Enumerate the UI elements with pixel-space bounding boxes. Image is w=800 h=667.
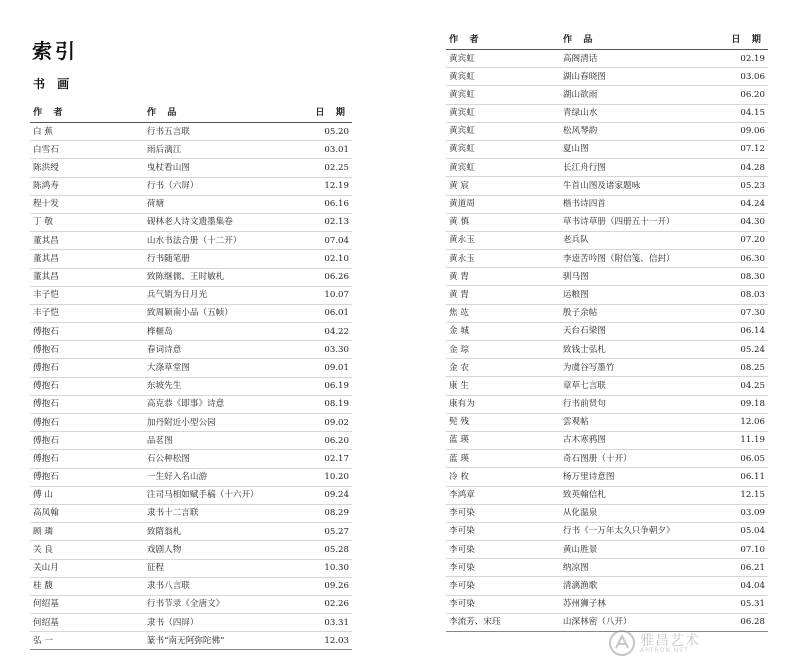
row-work: 桦榧岛: [146, 326, 173, 337]
row-work: 夏山图: [562, 144, 589, 155]
row-date: 06.20: [740, 89, 765, 100]
row-work: 湖山春晓图: [562, 71, 606, 82]
left-index-table: [30, 123, 352, 650]
table-row: [30, 305, 352, 323]
row-date: 10.07: [324, 290, 349, 301]
row-date: 05.31: [740, 599, 765, 610]
table-row: [446, 596, 768, 614]
row-work: 石公种松图: [146, 453, 190, 464]
row-work: 高克恭《即事》诗意: [146, 399, 225, 410]
row-work: 致周颖南小品（五帧）: [146, 308, 233, 319]
row-work: 行书五言联: [146, 126, 190, 137]
row-author: 傅 山: [33, 490, 53, 501]
row-author: 蓝 瑛: [449, 453, 469, 464]
row-work: 一生好入名山游: [146, 472, 208, 483]
table-row: [30, 560, 352, 578]
row-date: 09.06: [740, 126, 765, 137]
row-date: 05.28: [324, 544, 349, 555]
row-work: 殷子余帖: [562, 308, 598, 319]
row-author: 傅抱石: [33, 417, 59, 428]
row-author: 陈鸿寿: [33, 181, 59, 192]
row-author: 髡 残: [449, 417, 469, 428]
row-work: 隶书（四屏）: [146, 617, 199, 628]
table-row: [30, 159, 352, 177]
row-author: 黄 宸: [449, 180, 469, 191]
table-row: [30, 359, 352, 377]
row-date: 07.04: [324, 235, 349, 246]
row-work: 运粮图: [562, 289, 589, 300]
row-work: 松风琴韵: [562, 126, 598, 137]
header-date: 日 期: [731, 33, 765, 45]
row-author: 蓝 瑛: [449, 435, 469, 446]
table-row: [30, 487, 352, 505]
row-work: 致隋翁札: [146, 526, 182, 537]
table-row: [446, 141, 768, 159]
header-work: 作 品: [146, 106, 181, 118]
row-date: 07.12: [740, 144, 765, 155]
table-row: [30, 214, 352, 232]
section-title: 书 画: [33, 77, 74, 91]
right-page: [446, 30, 768, 632]
row-work: 清漓渔歌: [562, 580, 598, 591]
row-author: 傅抱石: [33, 326, 59, 337]
row-date: 06.21: [740, 562, 765, 573]
row-author: 桂 馥: [33, 581, 53, 592]
row-work: 青绿山水: [562, 108, 598, 119]
row-author: 李可染: [449, 599, 475, 610]
row-date: 11.19: [740, 435, 765, 446]
row-author: 焦 竑: [449, 308, 469, 319]
row-work: 行书（六屏）: [146, 181, 199, 192]
right-index-table: [446, 50, 768, 632]
row-author: 董其昌: [33, 253, 59, 264]
row-work: 长江舟行图: [562, 162, 606, 173]
row-author: 傅抱石: [33, 344, 59, 355]
row-date: 04.25: [740, 380, 765, 391]
table-row: [446, 305, 768, 323]
row-author: 黄宾虹: [449, 89, 475, 100]
row-date: 05.27: [324, 526, 349, 537]
row-date: 03.09: [740, 508, 765, 519]
header-date: 日 期: [315, 106, 349, 118]
row-author: 康 生: [449, 380, 469, 391]
table-row: [30, 341, 352, 359]
row-work: 纳凉图: [562, 562, 589, 573]
table-row: [30, 614, 352, 632]
row-work: 湖山欲雨: [562, 89, 598, 100]
left-page: [30, 30, 352, 650]
row-work: 牛首山图及诸家题咏: [562, 180, 641, 191]
row-author: 关山月: [33, 563, 59, 573]
row-date: 05.24: [740, 344, 765, 355]
table-row: [446, 232, 768, 250]
row-author: 黄宾虹: [449, 108, 475, 119]
table-row: [446, 541, 768, 559]
row-work: 老兵队: [562, 235, 589, 246]
row-date: 09.24: [324, 490, 349, 501]
watermark-subtext: ARTRON.NET: [640, 647, 689, 654]
row-work: 杨万里诗意图: [562, 471, 615, 482]
row-author: 李可染: [449, 508, 475, 519]
table-row: [446, 432, 768, 450]
row-work: 注司马相如赋手稿（十六开）: [146, 490, 259, 501]
row-author: 董其昌: [33, 235, 59, 246]
row-work: 曳杖看山图: [146, 162, 190, 173]
table-row: [446, 487, 768, 505]
row-author: 黄道周: [449, 199, 475, 209]
row-author: 丰子恺: [33, 308, 59, 319]
row-date: 04.04: [740, 580, 765, 591]
row-work: 高阁清话: [562, 53, 598, 64]
row-work: 戏剧人物: [146, 544, 182, 555]
row-date: 02.25: [324, 162, 349, 173]
page-title: 索引: [32, 39, 78, 63]
table-row: [446, 105, 768, 123]
header-work: 作 品: [562, 33, 597, 45]
row-work: 天台石梁图: [562, 326, 606, 337]
row-work: 隶书八言联: [146, 581, 190, 592]
table-row: [446, 396, 768, 414]
row-author: 黄宾虹: [449, 126, 475, 137]
row-date: 09.01: [324, 362, 349, 373]
row-work: 楷书诗四首: [562, 199, 606, 209]
table-row: [30, 505, 352, 523]
row-date: 06.19: [324, 381, 349, 392]
table-row: [30, 432, 352, 450]
row-author: 康有为: [449, 399, 475, 410]
row-date: 09.26: [324, 581, 349, 592]
row-date: 03.31: [324, 617, 349, 628]
row-work: 大涤草堂图: [146, 362, 190, 373]
row-date: 08.30: [740, 271, 765, 282]
row-author: 程十发: [33, 199, 59, 210]
row-date: 06.16: [324, 199, 349, 210]
row-work: 征程: [146, 563, 165, 573]
row-date: 04.15: [740, 108, 765, 119]
row-work: 兵气销为日月光: [146, 290, 208, 301]
table-row: [30, 123, 352, 141]
row-date: 05.23: [740, 180, 765, 191]
row-date: 06.28: [740, 617, 765, 628]
table-row: [446, 177, 768, 195]
artron-logo-icon: [608, 629, 636, 657]
row-date: 06.05: [740, 453, 765, 464]
row-author: 白雪石: [33, 144, 59, 155]
row-date: 02.17: [324, 453, 349, 464]
row-author: 黄 胄: [449, 289, 469, 300]
row-work: 品茗图: [146, 435, 173, 446]
row-work: 东坡先生: [146, 381, 182, 392]
table-row: [30, 378, 352, 396]
row-date: 03.01: [324, 144, 349, 155]
row-author: 弘 一: [33, 635, 53, 646]
table-row: [30, 632, 352, 650]
table-row: [30, 269, 352, 287]
row-author: 李流芳、宋珏: [449, 617, 501, 628]
table-row: [446, 414, 768, 432]
row-author: 陈洪绶: [33, 162, 59, 173]
row-date: 02.26: [324, 599, 349, 610]
table-row: [30, 523, 352, 541]
row-work: 驯马图: [562, 271, 589, 282]
row-author: 白 蕉: [33, 126, 53, 137]
row-author: 顾 璘: [33, 526, 53, 537]
row-work: 行书前贤句: [562, 399, 606, 410]
row-author: 李可染: [449, 580, 475, 591]
row-author: 黄宾虹: [449, 144, 475, 155]
row-work: 草书诗草册（四册五十一开）: [562, 217, 675, 228]
table-row: [446, 323, 768, 341]
row-work: 雲观帖: [562, 417, 589, 428]
row-author: 关 良: [33, 544, 53, 555]
row-work: 砚林老人诗文遗墨集卷: [146, 217, 233, 228]
row-author: 傅抱石: [33, 472, 59, 483]
row-date: 03.06: [740, 71, 765, 82]
table-row: [446, 468, 768, 486]
table-header: [446, 30, 768, 50]
row-date: 12.19: [324, 181, 349, 192]
row-date: 12.03: [324, 635, 349, 646]
row-work: 篆书“南无阿弥陀佛”: [146, 635, 225, 646]
row-date: 08.29: [324, 508, 349, 519]
watermark-text: 雅昌艺术: [640, 633, 700, 649]
row-date: 06.01: [324, 308, 349, 319]
row-author: 傅抱石: [33, 435, 59, 446]
row-date: 10.30: [324, 563, 349, 573]
table-row: [446, 250, 768, 268]
row-author: 黄永玉: [449, 253, 475, 264]
row-date: 06.30: [740, 253, 765, 264]
row-author: 丰子恺: [33, 290, 59, 301]
table-row: [446, 450, 768, 468]
table-row: [446, 50, 768, 68]
table-row: [30, 469, 352, 487]
table-header: [30, 103, 352, 123]
table-row: [30, 250, 352, 268]
table-row: [446, 559, 768, 577]
row-author: 黄宾虹: [449, 162, 475, 173]
row-work: 致陈继儒、王时敏札: [146, 272, 225, 282]
row-author: 傅抱石: [33, 362, 59, 373]
row-date: 12.15: [740, 490, 765, 500]
row-work: 致英翰信札: [562, 490, 606, 500]
row-date: 02.19: [740, 53, 765, 64]
row-work: 章草七言联: [562, 380, 606, 391]
row-work: 古木寒鸦图: [562, 435, 606, 446]
row-work: 为虞谷写墨竹: [562, 362, 615, 373]
table-row: [30, 141, 352, 159]
row-work: 李逵苦吟图（附信笺、信封）: [562, 253, 675, 264]
row-work: 隶书十二言联: [146, 508, 199, 519]
row-author: 李可染: [449, 526, 475, 537]
table-row: [30, 232, 352, 250]
row-date: 05.20: [324, 126, 349, 137]
row-author: 黄 胄: [449, 271, 469, 282]
watermark: [606, 628, 716, 658]
row-work: 从化温泉: [562, 508, 598, 519]
table-row: [30, 396, 352, 414]
row-author: 冷 枚: [449, 471, 469, 482]
row-work: 山水书法合册（十二开）: [146, 235, 242, 246]
row-work: 致钱士弘札: [562, 344, 606, 355]
row-work: 加丹附近小型公园: [146, 417, 216, 428]
row-work: 行书《一万年太久只争朝夕》: [562, 526, 675, 537]
row-author: 董其昌: [33, 272, 59, 282]
table-row: [30, 323, 352, 341]
row-author: 黄宾虹: [449, 71, 475, 82]
table-row: [446, 159, 768, 177]
row-date: 12.06: [740, 417, 765, 428]
header-author: 作 者: [449, 33, 483, 45]
row-author: 李鸿章: [449, 490, 475, 500]
table-row: [446, 196, 768, 214]
row-date: 02.10: [324, 253, 349, 264]
row-author: 黄宾虹: [449, 53, 475, 64]
table-row: [446, 214, 768, 232]
row-date: 09.18: [740, 399, 765, 410]
table-row: [446, 523, 768, 541]
table-row: [446, 123, 768, 141]
row-date: 08.19: [324, 399, 349, 410]
row-author: 傅抱石: [33, 453, 59, 464]
row-author: 金 农: [449, 362, 469, 373]
row-author: 傅抱石: [33, 381, 59, 392]
row-author: 黄 慎: [449, 217, 469, 228]
row-author: 金 琮: [449, 344, 469, 355]
row-work: 行书节录《全唐文》: [146, 599, 225, 610]
row-work: 山深林密（八开）: [562, 617, 632, 628]
row-work: 雨后漓江: [146, 144, 182, 155]
row-author: 丁 敬: [33, 217, 53, 228]
row-date: 04.22: [324, 326, 349, 337]
row-author: 金 城: [449, 326, 469, 337]
row-date: 07.20: [740, 235, 765, 246]
row-work: 春词诗意: [146, 344, 182, 355]
row-work: 行书随笔册: [146, 253, 190, 264]
table-row: [30, 287, 352, 305]
table-row: [446, 505, 768, 523]
row-date: 02.13: [324, 217, 349, 228]
header-author: 作 者: [33, 106, 67, 118]
table-row: [446, 268, 768, 286]
row-author: 高凤翰: [33, 508, 59, 519]
table-row: [446, 68, 768, 86]
row-date: 04.30: [740, 217, 765, 228]
row-date: 08.25: [740, 362, 765, 373]
row-date: 08.03: [740, 289, 765, 300]
table-row: [30, 541, 352, 559]
table-row: [30, 450, 352, 468]
row-work: 荷塘: [146, 199, 165, 210]
table-row: [30, 596, 352, 614]
table-row: [446, 377, 768, 395]
row-date: 06.11: [740, 471, 765, 482]
row-date: 04.28: [740, 162, 765, 173]
row-author: 李可染: [449, 562, 475, 573]
row-author: 傅抱石: [33, 399, 59, 410]
row-work: 苏州狮子林: [562, 599, 606, 610]
row-work: 黄山胜景: [562, 544, 598, 555]
row-date: 07.10: [740, 544, 765, 555]
table-row: [30, 178, 352, 196]
table-row: [30, 578, 352, 596]
row-author: 何绍基: [33, 599, 59, 610]
table-row: [446, 359, 768, 377]
row-date: 07.30: [740, 308, 765, 319]
table-row: [30, 196, 352, 214]
row-work: 奇石图册（十开）: [562, 453, 632, 464]
row-author: 何绍基: [33, 617, 59, 628]
row-author: 李可染: [449, 544, 475, 555]
row-date: 06.20: [324, 435, 349, 446]
row-date: 04.24: [740, 199, 765, 209]
row-date: 03.30: [324, 344, 349, 355]
row-date: 05.04: [740, 526, 765, 537]
table-row: [446, 341, 768, 359]
row-date: 06.14: [740, 326, 765, 337]
row-date: 10.20: [324, 472, 349, 483]
table-row: [30, 414, 352, 432]
table-row: [446, 86, 768, 104]
row-date: 06.26: [324, 272, 349, 282]
table-row: [446, 577, 768, 595]
row-author: 黄永玉: [449, 235, 475, 246]
row-date: 09.02: [324, 417, 349, 428]
table-row: [446, 286, 768, 304]
